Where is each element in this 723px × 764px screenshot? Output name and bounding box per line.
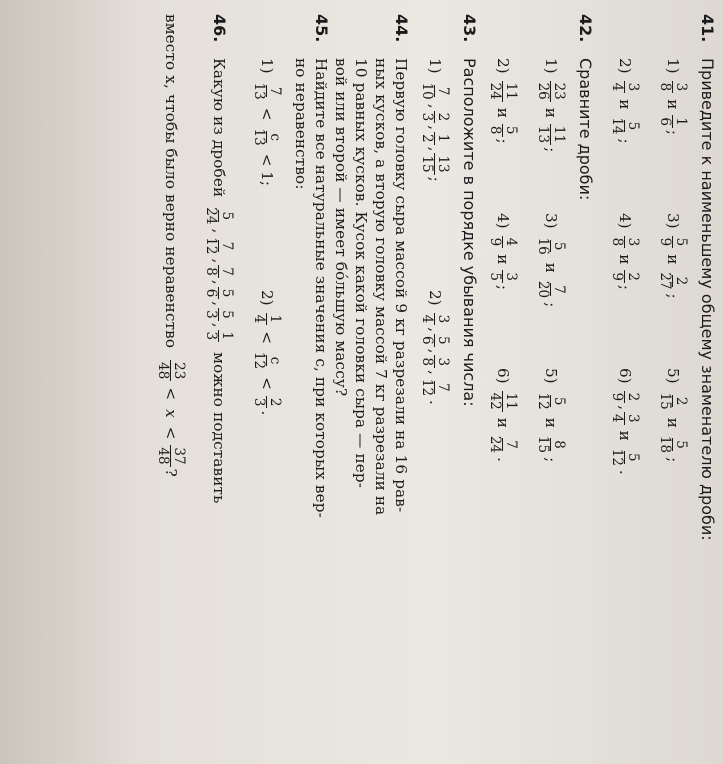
- numerator: 3: [625, 82, 642, 92]
- item-label: 5): [664, 368, 682, 384]
- problem-42-row-1: [527, 14, 575, 750]
- problem-44-line-4: [331, 14, 351, 750]
- punctuation: ,: [210, 258, 228, 264]
- numerator: 3: [503, 272, 520, 281]
- fraction: [488, 391, 519, 412]
- numerator: 23: [171, 362, 188, 380]
- numerator: 2: [673, 396, 690, 406]
- numerator: 1: [673, 117, 690, 126]
- punctuation: ,: [210, 322, 228, 328]
- punctuation: ;: [664, 293, 682, 299]
- numerator: 5: [625, 453, 642, 462]
- denominator: 12: [203, 237, 220, 255]
- fraction: [420, 313, 451, 326]
- punctuation: .: [494, 457, 512, 462]
- exercise-item: [658, 58, 689, 213]
- problem-41-heading: [697, 14, 717, 750]
- problem-42-heading: [575, 14, 595, 750]
- numerator: 5: [673, 237, 690, 247]
- numerator: 2: [673, 276, 690, 286]
- item-label: 1): [258, 58, 276, 74]
- problem-43-row: [411, 14, 459, 750]
- denominator: 3: [251, 397, 268, 407]
- fraction: [658, 81, 689, 94]
- fraction: [204, 235, 235, 256]
- numerator: 11: [551, 125, 568, 144]
- denominator: 6: [203, 288, 220, 298]
- denominator: 3: [419, 112, 436, 122]
- punctuation: ,: [426, 146, 444, 152]
- denominator: 12: [535, 392, 552, 410]
- fraction: [536, 236, 567, 257]
- numerator: 8: [551, 440, 568, 449]
- fraction: [488, 81, 519, 102]
- item-label: 4): [616, 213, 634, 229]
- denominator: 13: [251, 128, 268, 146]
- punctuation: .: [426, 400, 444, 405]
- numerator: 11: [503, 392, 520, 410]
- fraction: [658, 236, 689, 249]
- problem-number: 41.: [698, 14, 717, 43]
- numerator: 5: [435, 336, 452, 345]
- punctuation: ,: [426, 125, 444, 131]
- numerator: 1: [435, 134, 452, 143]
- numerator: 5: [551, 241, 568, 251]
- denominator: 15: [657, 392, 674, 410]
- punctuation: ;: [542, 147, 560, 153]
- denominator: 4: [419, 314, 436, 324]
- numerator: 1: [219, 331, 236, 341]
- numerator: 7: [267, 86, 284, 96]
- problem-text: 10 равных кусков. Кусок какой головки сыра — пер-: [352, 58, 370, 489]
- problem-number: 45.: [312, 14, 331, 43]
- fraction: [610, 115, 641, 136]
- fraction: [156, 360, 187, 381]
- problem-number: 43.: [460, 14, 479, 43]
- fraction: [204, 330, 235, 343]
- operator: <: [258, 331, 276, 344]
- exercise-item: [488, 58, 519, 213]
- punctuation: ,: [426, 348, 444, 354]
- denominator: 15: [535, 435, 552, 454]
- denominator: 16: [535, 237, 552, 255]
- denominator: 27: [657, 272, 674, 290]
- conjunction: и: [494, 417, 512, 428]
- fraction: [252, 313, 283, 326]
- item-label: 1): [542, 58, 560, 74]
- numerator: 3: [435, 314, 452, 324]
- fraction: [420, 355, 451, 368]
- problem-45-line-2: [291, 14, 311, 750]
- fraction: [252, 81, 283, 102]
- punctuation: ;: [426, 176, 444, 182]
- problem-44-line-3: [351, 14, 371, 750]
- fraction: [420, 81, 451, 102]
- problem-44-line-1: [391, 14, 411, 750]
- exercise-item: [610, 58, 641, 213]
- problem-text: вой или второй — имеет бóльшую массу?: [332, 58, 350, 397]
- exercise-item: [252, 290, 283, 522]
- fraction: [488, 434, 519, 455]
- numerator: 5: [219, 310, 236, 319]
- denominator: 24: [487, 435, 504, 454]
- punctuation: ;: [542, 457, 560, 463]
- conjunction: и: [542, 107, 560, 118]
- problem-text: ных кусков, а вторую головку массой 7 кг разрезали на: [372, 58, 390, 516]
- separator: ,: [616, 405, 634, 411]
- denominator: 8: [419, 357, 436, 367]
- fraction: [610, 391, 641, 404]
- fraction: [536, 279, 567, 300]
- problem-text: можно подставить: [210, 352, 228, 504]
- numerator: 5: [625, 121, 642, 131]
- operator: < 1;: [258, 153, 276, 187]
- fraction: [204, 265, 235, 278]
- fraction: [420, 132, 451, 145]
- problem-text: Первую головку сыра массой 9 кг разрезали на 16 рав-: [392, 58, 410, 513]
- problem-45-line-1: [311, 14, 331, 750]
- conjunction: и: [664, 99, 682, 110]
- punctuation: ,: [210, 279, 228, 285]
- numerator: 7: [435, 383, 452, 392]
- conjunction: и: [616, 254, 634, 265]
- fraction: [610, 447, 641, 468]
- denominator: 48: [155, 362, 172, 380]
- fraction: [658, 270, 689, 291]
- denominator: 12: [251, 351, 268, 370]
- punctuation: ;: [542, 302, 560, 308]
- problem-42-row-2: [479, 14, 527, 750]
- punctuation: ,: [210, 228, 228, 234]
- exercise-item: [420, 58, 451, 290]
- item-label: 6): [616, 368, 634, 384]
- numerator: 7: [219, 267, 236, 276]
- punctuation: ;: [616, 284, 634, 291]
- fraction: [252, 396, 283, 409]
- fraction: [252, 350, 283, 371]
- conjunction: и: [542, 262, 560, 273]
- exercise-item: [536, 368, 567, 523]
- fraction: [610, 270, 641, 283]
- item-label: 3): [542, 213, 560, 229]
- denominator: 48: [155, 447, 172, 465]
- fraction: [536, 391, 567, 412]
- denominator: 20: [535, 280, 552, 299]
- conjunction: и: [664, 254, 682, 265]
- denominator: 3: [203, 331, 220, 341]
- inequality: [156, 358, 187, 477]
- numerator: 3: [625, 237, 642, 247]
- problem-46-line-1: [195, 14, 243, 750]
- denominator: 2: [419, 134, 436, 143]
- punctuation: ;: [664, 457, 682, 463]
- punctuation: ;: [616, 138, 634, 144]
- denominator: 8: [487, 125, 504, 135]
- denominator: 18: [657, 435, 674, 454]
- denominator: 13: [251, 82, 268, 100]
- item-label: 2): [616, 58, 634, 74]
- problem-46-line-2: [147, 14, 195, 750]
- fraction: [204, 308, 235, 321]
- numerator: 3: [435, 357, 452, 367]
- numerator: 3: [625, 414, 642, 423]
- denominator: 9: [657, 237, 674, 247]
- operator: <: [162, 387, 180, 401]
- denominator: 8: [609, 237, 626, 247]
- punctuation: ,: [426, 103, 444, 109]
- problem-41-row-2: [601, 14, 649, 750]
- fraction: [536, 434, 567, 455]
- punctuation: ?: [162, 468, 180, 477]
- operator: <: [162, 426, 180, 440]
- numerator: 7: [219, 241, 236, 251]
- numerator: 2: [435, 112, 452, 122]
- problem-text: Расположите в порядке убывания числа:: [460, 58, 479, 407]
- exercise-item: [488, 368, 519, 523]
- numerator: 5: [219, 288, 236, 298]
- conjunction: и: [494, 107, 512, 118]
- punctuation: ;: [494, 138, 512, 144]
- exercise-item: [488, 213, 519, 368]
- fraction: [610, 81, 641, 94]
- exercise-item: [252, 58, 283, 290]
- numerator: 2: [267, 397, 284, 407]
- fraction: [204, 205, 235, 226]
- problem-number: 42.: [576, 14, 595, 43]
- conjunction: и: [542, 417, 560, 428]
- fraction: [156, 445, 187, 466]
- fraction: [252, 127, 283, 148]
- punctuation: ;: [494, 284, 512, 291]
- numerator: 5: [219, 211, 236, 221]
- denominator: 4: [609, 414, 626, 423]
- numerator: 5: [503, 125, 520, 135]
- fraction: [658, 434, 689, 455]
- fraction: [420, 111, 451, 124]
- denominator: 12: [419, 378, 436, 397]
- numerator: 3: [673, 82, 690, 92]
- denominator: 15: [419, 155, 436, 173]
- exercise-item: [536, 213, 567, 368]
- numerator: 2: [625, 392, 642, 402]
- item-label: 5): [542, 368, 560, 384]
- numerator: 13: [435, 155, 452, 173]
- fraction: [658, 115, 689, 128]
- fraction: [488, 236, 519, 249]
- fraction: [204, 287, 235, 300]
- fraction: [536, 124, 567, 145]
- denominator: 8: [203, 267, 220, 276]
- denominator: 14: [609, 117, 626, 135]
- numerator: 4: [503, 237, 520, 247]
- denominator: 24: [487, 82, 504, 100]
- problem-text: Приведите к наименьшему общему знаменателю дроби:: [698, 58, 717, 541]
- problem-number: 44.: [392, 14, 411, 43]
- numerator: 23: [551, 82, 568, 100]
- exercise-item: [536, 58, 567, 213]
- denominator: 9: [609, 272, 626, 281]
- operator: <: [258, 107, 276, 121]
- denominator: 6: [657, 117, 674, 126]
- denominator: 9: [609, 392, 626, 402]
- denominator: 5: [487, 272, 504, 281]
- numerator: 7: [551, 285, 568, 294]
- problem-text: Какую из дробей: [210, 58, 228, 198]
- problem-43-heading: [459, 14, 479, 750]
- fraction: [610, 412, 641, 425]
- punctuation: ;: [664, 129, 682, 136]
- fraction: [658, 391, 689, 412]
- numerator: c: [267, 356, 284, 365]
- fraction: [420, 153, 451, 174]
- numerator: 37: [171, 447, 188, 465]
- denominator: 4: [609, 82, 626, 92]
- item-label: 4): [494, 213, 512, 229]
- numerator: 5: [551, 396, 568, 406]
- problem-41-row-1: [649, 14, 697, 750]
- problem-number: 46.: [210, 14, 229, 43]
- fraction: [610, 236, 641, 249]
- denominator: 13: [535, 125, 552, 144]
- punctuation: .: [258, 410, 276, 416]
- denominator: 4: [251, 314, 268, 324]
- fraction: [420, 334, 451, 347]
- denominator: 9: [487, 237, 504, 247]
- denominator: 10: [419, 82, 436, 100]
- problem-text: Найдите все натуральные значения c, при которых вер-: [312, 58, 330, 518]
- fraction: [536, 81, 567, 102]
- denominator: 3: [203, 310, 220, 319]
- exercise-item: [610, 368, 641, 523]
- denominator: 24: [203, 207, 220, 225]
- numerator: 1: [267, 314, 284, 324]
- fraction: [488, 270, 519, 283]
- item-label: 2): [494, 58, 512, 74]
- conjunction: и: [616, 99, 634, 110]
- problem-text: вместо x, чтобы было верно неравенство: [162, 14, 180, 349]
- punctuation: ,: [426, 327, 444, 333]
- item-label: 1): [426, 58, 444, 74]
- exercise-item: [658, 368, 689, 523]
- operator: <: [258, 377, 276, 390]
- item-label: 3): [664, 213, 682, 229]
- problem-text: но неравенство:: [292, 58, 310, 190]
- exercise-item: [658, 213, 689, 368]
- numerator: 2: [625, 272, 642, 281]
- denominator: 6: [419, 336, 436, 345]
- denominator: 42: [487, 392, 504, 410]
- variable: x: [162, 409, 180, 418]
- problem-45-row: [243, 14, 291, 750]
- punctuation: .: [616, 469, 634, 475]
- conjunction: и: [494, 254, 512, 265]
- item-label: 2): [258, 290, 276, 306]
- problem-44-line-2: [371, 14, 391, 750]
- punctuation: ,: [210, 301, 228, 307]
- item-label: 1): [664, 58, 682, 74]
- punctuation: ,: [426, 370, 444, 375]
- denominator: 26: [535, 82, 552, 100]
- exercise-item: [610, 213, 641, 368]
- numerator: 11: [503, 82, 520, 100]
- item-label: 6): [494, 368, 512, 384]
- exercise-item: [420, 290, 451, 522]
- item-label: 2): [426, 290, 444, 306]
- denominator: 12: [609, 448, 626, 466]
- fraction: [420, 377, 451, 398]
- fraction: [488, 124, 519, 137]
- numerator: 5: [673, 440, 690, 449]
- conjunction: и: [664, 417, 682, 428]
- numerator: c: [267, 133, 284, 141]
- conjunction: и: [616, 430, 634, 441]
- problem-text: Сравните дроби:: [576, 58, 595, 201]
- numerator: 7: [435, 86, 452, 96]
- denominator: 8: [657, 82, 674, 92]
- numerator: 7: [503, 440, 520, 449]
